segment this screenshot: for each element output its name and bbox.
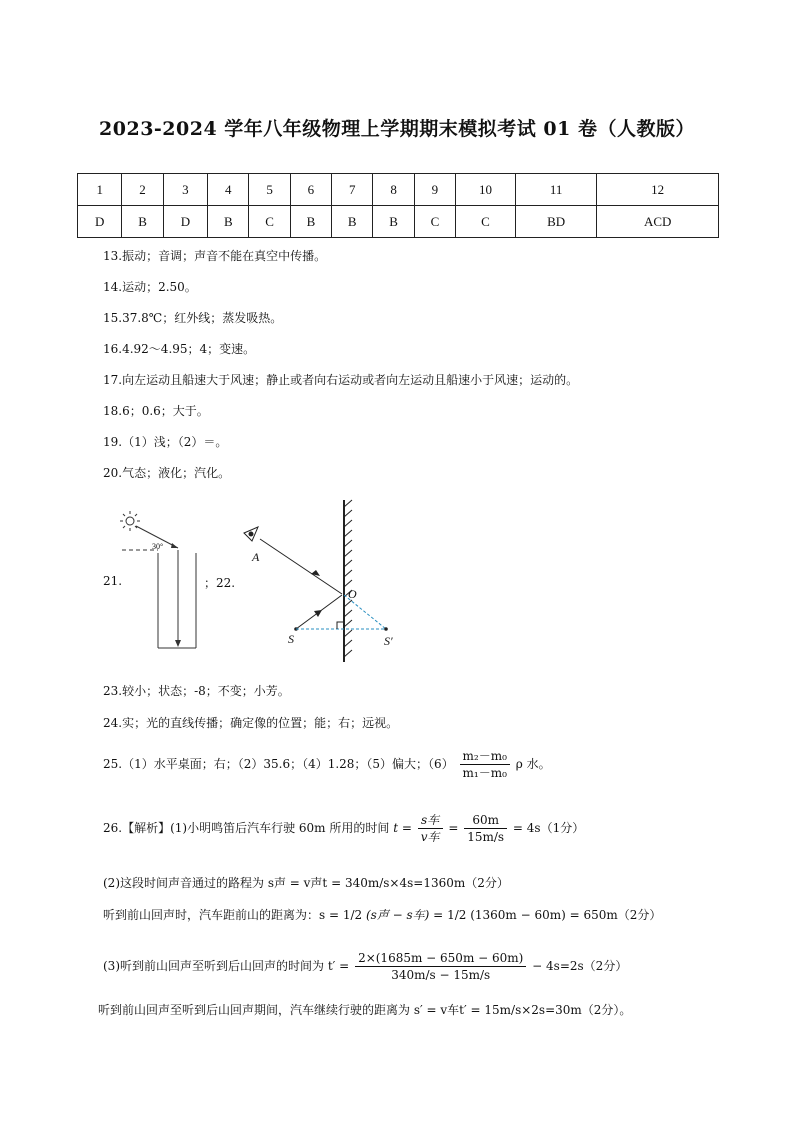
answer-line-23: 23.较小；状态；-8；不变；小芳。 — [103, 684, 290, 698]
table-cell: B — [290, 206, 331, 238]
point-label-o: O — [348, 587, 357, 601]
table-cell: D — [78, 206, 122, 238]
q26-line4-end: − 4s=2s（2分） — [532, 959, 628, 973]
table-cell: 9 — [414, 174, 455, 206]
q26-line1-frac1-numerator: s车 — [418, 812, 443, 829]
q26-line4-fraction — [355, 950, 526, 983]
page-title: 2023-2024 学年八年级物理上学期期末模拟考试 01 卷（人教版） — [99, 118, 695, 140]
eye-icon — [244, 527, 258, 541]
table-cell: 7 — [332, 174, 373, 206]
q26-line1-frac2-denominator: 15m/s — [467, 830, 505, 844]
answer-line-21-label: 21. — [103, 574, 123, 588]
diagram-q21 — [112, 505, 207, 655]
q26-line1-fraction1 — [418, 812, 443, 845]
q26-line3-half-2: 1/2 — [447, 908, 467, 922]
table-cell: 6 — [290, 174, 331, 206]
sun-icon — [120, 511, 140, 531]
ray-arrow-icon — [314, 610, 322, 617]
q26-line3-end: (1360m − 60m) = 650m（2分） — [470, 908, 662, 922]
table-cell: 2 — [122, 174, 163, 206]
ray-arrow-icon — [311, 570, 320, 576]
table-cell: C — [456, 206, 516, 238]
q26-line1-text: 26.【解析】(1)小明鸣笛后汽车行驶 60m 所用的时间 — [103, 821, 390, 835]
point-label-s: S — [288, 632, 294, 646]
table-cell: C — [414, 206, 455, 238]
table-cell: B — [122, 206, 163, 238]
table-cell: 4 — [208, 174, 249, 206]
table-cell: 11 — [515, 174, 596, 206]
table-cell: B — [208, 206, 249, 238]
table-cell: ACD — [597, 206, 719, 238]
point-label-s-prime: S′ — [384, 634, 393, 648]
answer-line-15: 15.37.8℃；红外线；蒸发吸热。 — [103, 311, 283, 325]
answer-line-19: 19.（1）浅；（2）＝。 — [103, 435, 228, 449]
answer-line-26-3 — [103, 906, 661, 923]
q26-line4-denominator: 340m/s − 15m/s — [391, 968, 491, 982]
q25-fraction — [460, 748, 510, 781]
answer-line-22-label: ；22. — [204, 576, 236, 590]
table-cell: 1 — [78, 174, 122, 206]
table-cell: 10 — [456, 174, 516, 206]
mirror-hatching — [344, 500, 352, 657]
answer-table-answer-row — [78, 206, 719, 238]
point-label-a: A — [252, 550, 260, 564]
answer-table — [77, 173, 719, 238]
table-cell: D — [163, 206, 207, 238]
q26-line1-frac1-denominator: v车 — [420, 830, 440, 844]
answer-line-25 — [103, 748, 551, 781]
answer-line-26-5: 听到前山回声至听到后山回声期间，汽车继续行驶的距离为 s′ = v车t′ = 15m/s×2s=30m（2分）。 — [98, 1003, 632, 1017]
answer-line-26-4 — [103, 950, 627, 983]
table-cell: 12 — [597, 174, 719, 206]
answer-line-26-2: (2)这段时间声音通过的路程为 s声 = v声t = 340m/s×4s=1360m（2分） — [103, 876, 509, 890]
q26-line3-middle: (s声 − s车) = — [366, 908, 444, 922]
answer-table-number-row — [78, 174, 719, 206]
answer-line-13: 13.振动；音调；声音不能在真空中传播。 — [103, 249, 327, 263]
answer-line-16: 16.4.92～4.95；4；变速。 — [103, 342, 256, 356]
table-cell: 5 — [249, 174, 290, 206]
answer-line-26-1 — [103, 812, 584, 845]
table-cell: BD — [515, 206, 596, 238]
q25-denominator: m₁－m₀ — [462, 766, 507, 780]
q25-prefix: 25.（1）水平桌面；右；（2）35.6；（4）1.28；（5）偏大；（6） — [103, 757, 454, 771]
reflected-ray — [260, 539, 342, 594]
table-cell: 8 — [373, 174, 414, 206]
q25-numerator: m₂－m₀ — [460, 748, 510, 765]
image-point-s-prime — [384, 627, 388, 631]
ray-arrow-icon — [171, 543, 178, 548]
table-cell: B — [332, 206, 373, 238]
q26-line3-half: 1/2 — [342, 908, 363, 922]
answer-line-24: 24.实；光的直线传播；确定像的位置；能；右；远视。 — [103, 716, 399, 730]
q26-line1-fraction2 — [464, 812, 507, 845]
table-cell: C — [249, 206, 290, 238]
angle-label: 30° — [152, 542, 164, 551]
q26-line1-lhs: t = — [393, 821, 412, 835]
q25-suffix: ρ 水。 — [515, 757, 551, 771]
answer-line-18: 18.6；0.6；大于。 — [103, 404, 209, 418]
q26-line4-text: (3)听到前山回声至听到后山回声的时间为 t′ = — [103, 959, 350, 973]
diagram-q22 — [238, 497, 418, 667]
answer-line-17: 17.向左运动且船速大于风速；静止或者向右运动或者向左运动且船速小于风速；运动的。 — [103, 373, 579, 387]
right-angle-mark — [337, 622, 344, 629]
q26-line4-numerator: 2×(1685m − 650m − 60m) — [355, 950, 526, 967]
answer-line-14: 14.运动；2.50。 — [103, 280, 197, 294]
table-cell: B — [373, 206, 414, 238]
table-cell: 3 — [163, 174, 207, 206]
ray-arrow-icon — [175, 640, 181, 647]
q26-line3-text: 听到前山回声时，汽车距前山的距离为：s = — [103, 908, 340, 922]
q26-line1-equals: = — [448, 821, 459, 835]
answer-line-20: 20.气态；液化；汽化。 — [103, 466, 231, 480]
q26-line1-result: = 4s（1分） — [512, 821, 585, 835]
q26-line1-frac2-numerator: 60m — [464, 812, 507, 829]
